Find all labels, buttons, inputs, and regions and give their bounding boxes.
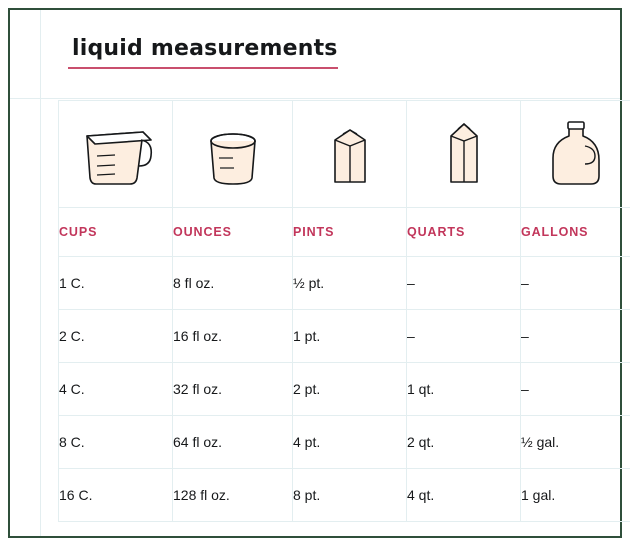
cell-gallons: –	[521, 257, 630, 310]
cell-cups: 2 C.	[59, 310, 173, 363]
table-row	[59, 363, 630, 416]
cell-cups: 16 C.	[59, 469, 173, 522]
cell-pints: 8 pt.	[293, 469, 407, 522]
chart-content	[58, 32, 610, 526]
measurements-table	[58, 100, 630, 522]
cell-gallons: –	[521, 363, 630, 416]
cell-ounces: 32 fl oz.	[173, 363, 293, 416]
page-title: liquid measurements	[68, 32, 338, 69]
cell-ounces: 8 fl oz.	[173, 257, 293, 310]
cell-pints: ½ pt.	[293, 257, 407, 310]
cell-gallons: –	[521, 310, 630, 363]
cell-cups: 8 C.	[59, 416, 173, 469]
cell-quarts: 4 qt.	[407, 469, 521, 522]
cell-quarts: –	[407, 257, 521, 310]
cell-quarts: 1 qt.	[407, 363, 521, 416]
grid-line-vertical	[40, 10, 41, 536]
milk-carton-quart-cell	[407, 101, 521, 208]
measuring-cup-small-icon	[173, 118, 292, 190]
cell-gallons: 1 gal.	[521, 469, 630, 522]
measuring-cup-pitcher-cell	[59, 101, 173, 208]
table-header-row	[59, 208, 630, 257]
page-border	[8, 8, 622, 538]
milk-jug-gallon-cell	[521, 101, 630, 208]
column-header-cups: CUPS	[59, 208, 173, 257]
milk-carton-quart-icon	[407, 112, 520, 196]
cell-quarts: 2 qt.	[407, 416, 521, 469]
cell-pints: 2 pt.	[293, 363, 407, 416]
measuring-cup-small-cell	[173, 101, 293, 208]
measuring-cup-pitcher-icon	[59, 118, 172, 190]
cell-pints: 4 pt.	[293, 416, 407, 469]
table-row	[59, 416, 630, 469]
cell-gallons: ½ gal.	[521, 416, 630, 469]
column-header-quarts: QUARTS	[407, 208, 521, 257]
cell-pints: 1 pt.	[293, 310, 407, 363]
cell-cups: 1 C.	[59, 257, 173, 310]
milk-carton-pint-cell	[293, 101, 407, 208]
cell-ounces: 128 fl oz.	[173, 469, 293, 522]
milk-jug-gallon-icon	[521, 114, 630, 194]
milk-carton-pint-icon	[293, 116, 406, 192]
column-header-ounces: OUNCES	[173, 208, 293, 257]
icon-row	[59, 101, 630, 208]
table-row	[59, 469, 630, 522]
cell-ounces: 64 fl oz.	[173, 416, 293, 469]
table-row	[59, 310, 630, 363]
cell-quarts: –	[407, 310, 521, 363]
cell-ounces: 16 fl oz.	[173, 310, 293, 363]
cell-cups: 4 C.	[59, 363, 173, 416]
column-header-pints: PINTS	[293, 208, 407, 257]
column-header-gallons: GALLONS	[521, 208, 630, 257]
table-row	[59, 257, 630, 310]
